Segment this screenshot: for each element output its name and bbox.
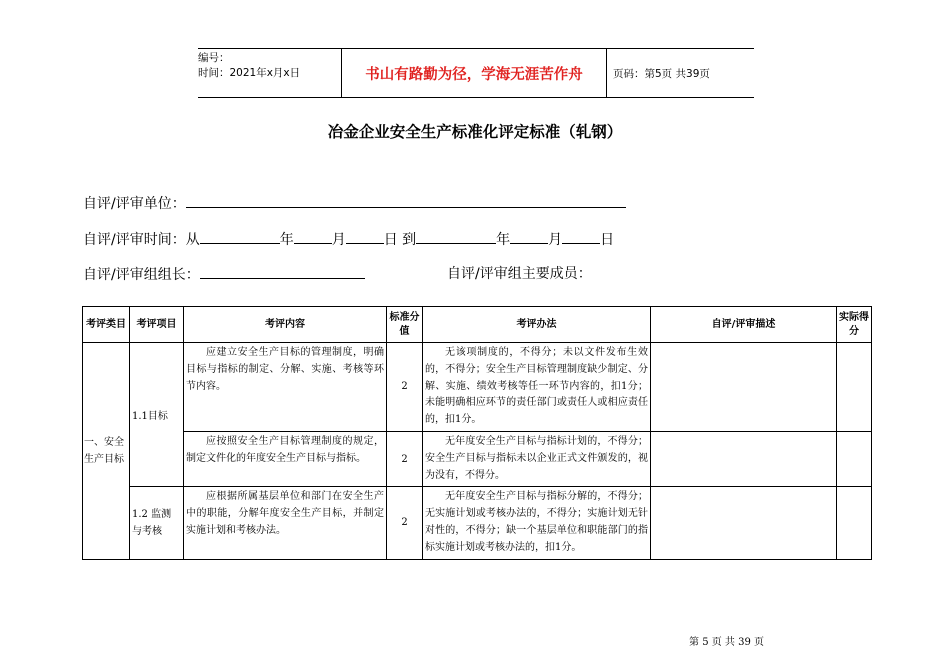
month-to-label: 月 [548, 232, 563, 248]
score-cell: 2 [387, 487, 423, 559]
table-header-row [83, 307, 872, 343]
description-cell[interactable] [651, 343, 837, 432]
page-info: 页码：第5页 共39页 [613, 67, 710, 80]
day-to-label: 日 [600, 232, 615, 248]
method-cell: 无年度安全生产目标与指标分解的，不得分；无实施计划或考核办法的，不得分；实施计划无针对性的，不得分；缺一个基层单位和职能部门的指标实施计划或考核办法的，扣1分。 [423, 487, 651, 559]
page-footer: 第 5 页 共 39 页 [689, 637, 764, 648]
motto: 书山有路勤为径，学海无涯苦作舟 [341, 49, 607, 97]
leader-line [83, 263, 365, 284]
table-row [83, 431, 872, 486]
content-cell: 应根据所属基层单位和部门在安全生产中的职能，分解年度安全生产目标，并制定实施计划和考核办法。 [184, 487, 387, 559]
category-cell: 一、安全生产目标 [83, 343, 130, 560]
header-content: 考评内容 [184, 307, 387, 343]
actual-score-cell[interactable] [837, 431, 872, 486]
month-from-blank[interactable] [294, 228, 332, 244]
description-cell[interactable] [651, 431, 837, 486]
time-label: 时间：2021年x月x日 [198, 67, 301, 79]
actual-score-cell[interactable] [837, 343, 872, 432]
score-cell: 2 [387, 431, 423, 486]
day-to-blank[interactable] [562, 228, 600, 244]
header-item: 考评项目 [130, 307, 184, 343]
header-actual: 实际得分 [837, 307, 872, 343]
document-header [198, 48, 754, 98]
header-meta [198, 49, 341, 97]
year-from-blank[interactable] [200, 228, 280, 244]
score-cell: 2 [387, 343, 423, 432]
table-row [83, 343, 872, 432]
actual-score-cell[interactable] [837, 487, 872, 559]
document-title: 冶金企业安全生产标准化评定标准（轧钢） [327, 123, 623, 141]
header-description: 自评/评审描述 [651, 307, 837, 343]
leader-blank[interactable] [200, 263, 365, 279]
unit-line [83, 192, 626, 213]
to-label: 到 [402, 232, 417, 248]
unit-blank[interactable] [186, 192, 626, 208]
year-from-label: 年 [279, 232, 294, 248]
month-to-blank[interactable] [510, 228, 548, 244]
unit-label: 自评/评审单位： [83, 196, 186, 212]
time-line [83, 228, 614, 249]
header-category: 考评类目 [83, 307, 130, 343]
item-cell-1: 1.1目标 [130, 343, 184, 487]
year-to-label: 年 [496, 232, 511, 248]
method-cell: 无年度安全生产目标与指标计划的，不得分；安全生产目标与指标未以企业正式文件颁发的，视为没有，不得分。 [423, 431, 651, 486]
content-cell: 应建立安全生产目标的管理制度，明确目标与指标的制定、分解、实施、考核等环节内容。 [184, 343, 387, 432]
members-line [447, 263, 592, 283]
members-label: 自评/评审组主要成员： [447, 266, 592, 282]
header-method: 考评办法 [423, 307, 651, 343]
month-from-label: 月 [331, 232, 346, 248]
item-cell-2: 1.2 监测与考核 [130, 487, 184, 559]
header-score: 标准分值 [387, 307, 423, 343]
time-label: 自评/评审时间：从 [83, 232, 200, 248]
table-row [83, 487, 872, 559]
day-from-blank[interactable] [346, 228, 384, 244]
method-cell: 无该项制度的，不得分；未以文件发布生效的，不得分；安全生产目标管理制度缺少制定、分解、实施、绩效考核等任一环节内容的，扣1分；未能明确相应环节的责任部门或责任人或相应责任的，扣1分。 [423, 343, 651, 432]
year-to-blank[interactable] [416, 228, 496, 244]
content-cell: 应按照安全生产目标管理制度的规定，制定文件化的年度安全生产目标与指标。 [184, 431, 387, 486]
number-label: 编号： [198, 52, 230, 64]
description-cell[interactable] [651, 487, 837, 559]
leader-label: 自评/评审组组长： [83, 267, 200, 283]
evaluation-table [82, 306, 872, 560]
day-from-label: 日 [383, 232, 398, 248]
